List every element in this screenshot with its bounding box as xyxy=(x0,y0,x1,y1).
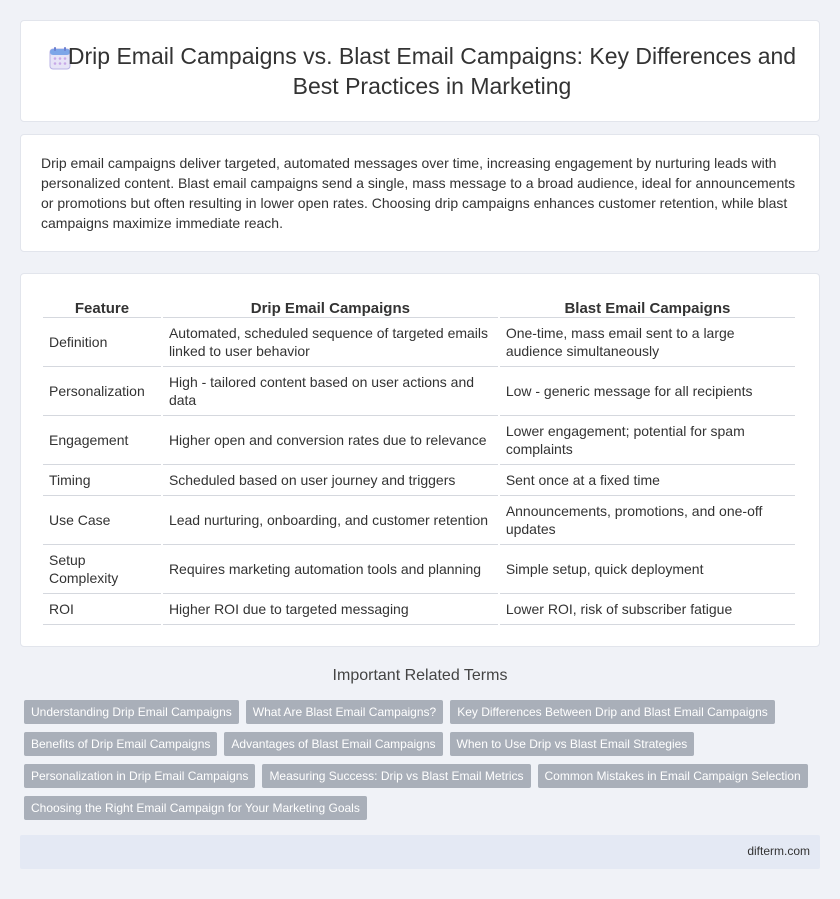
column-header-blast: Blast Email Campaigns xyxy=(500,294,795,318)
related-terms-heading: Important Related Terms xyxy=(332,667,508,684)
feature-cell: Setup Complexity xyxy=(43,545,161,594)
feature-cell: Personalization xyxy=(43,367,161,416)
intro-paragraph: Drip email campaigns deliver targeted, automated messages over time, increasing engagement by nurturing leads with personalized content. Blast email campaigns send a single, mass message to a broad audience, ideal for announcements or promotions but often resulting in lower open rates. Choosing drip campaigns enhances customer retention, while blast campaigns maximize immediate reach. xyxy=(41,155,796,231)
related-terms-list xyxy=(24,700,820,820)
drip-cell: High - tailored content based on user actions and data xyxy=(163,367,498,416)
table-row xyxy=(43,594,795,625)
drip-cell: Lead nurturing, onboarding, and customer retention xyxy=(163,496,498,545)
drip-cell: Scheduled based on user journey and triggers xyxy=(163,465,498,496)
related-term-link[interactable]: Understanding Drip Email Campaigns xyxy=(24,700,239,724)
blast-cell: Lower ROI, risk of subscriber fatigue xyxy=(500,594,795,625)
page-title: Drip Email Campaigns vs. Blast Email Campaigns: Key Differences and Best Practices in Marketing xyxy=(67,43,797,99)
blast-cell: Sent once at a fixed time xyxy=(500,465,795,496)
header-card xyxy=(20,20,820,122)
drip-cell: Higher ROI due to targeted messaging xyxy=(163,594,498,625)
blast-cell: Announcements, promotions, and one-off updates xyxy=(500,496,795,545)
intro-card xyxy=(20,134,820,252)
related-term-link[interactable]: Choosing the Right Email Campaign for Your Marketing Goals xyxy=(24,796,367,820)
column-header-drip: Drip Email Campaigns xyxy=(163,294,498,318)
comparison-table xyxy=(41,294,797,625)
table-header-row xyxy=(43,294,795,318)
feature-cell: Engagement xyxy=(43,416,161,465)
drip-cell: Requires marketing automation tools and planning xyxy=(163,545,498,594)
table-row xyxy=(43,318,795,367)
related-term-link[interactable]: Advantages of Blast Email Campaigns xyxy=(224,732,442,756)
blast-cell: One-time, mass email sent to a large audience simultaneously xyxy=(500,318,795,367)
feature-cell: Use Case xyxy=(43,496,161,545)
related-term-link[interactable]: Measuring Success: Drip vs Blast Email Metrics xyxy=(262,764,530,788)
table-row xyxy=(43,545,795,594)
drip-cell: Automated, scheduled sequence of targeted emails linked to user behavior xyxy=(163,318,498,367)
feature-cell: Timing xyxy=(43,465,161,496)
related-term-link[interactable]: What Are Blast Email Campaigns? xyxy=(246,700,443,724)
footer xyxy=(20,835,820,869)
column-header-feature: Feature xyxy=(43,294,161,318)
blast-cell: Low - generic message for all recipients xyxy=(500,367,795,416)
related-term-link[interactable]: When to Use Drip vs Blast Email Strategies xyxy=(450,732,695,756)
feature-cell: ROI xyxy=(43,594,161,625)
related-term-link[interactable]: Benefits of Drip Email Campaigns xyxy=(24,732,217,756)
table-row xyxy=(43,465,795,496)
drip-cell: Higher open and conversion rates due to relevance xyxy=(163,416,498,465)
related-term-link[interactable]: Personalization in Drip Email Campaigns xyxy=(24,764,255,788)
table-row xyxy=(43,416,795,465)
blast-cell: Lower engagement; potential for spam complaints xyxy=(500,416,795,465)
table-row xyxy=(43,367,795,416)
feature-cell: Definition xyxy=(43,318,161,367)
footer-site-name: difterm.com xyxy=(747,844,810,858)
table-row xyxy=(43,496,795,545)
related-term-link[interactable]: Common Mistakes in Email Campaign Selection xyxy=(538,764,808,788)
blast-cell: Simple setup, quick deployment xyxy=(500,545,795,594)
comparison-card xyxy=(20,273,820,647)
related-term-link[interactable]: Key Differences Between Drip and Blast Email Campaigns xyxy=(450,700,775,724)
